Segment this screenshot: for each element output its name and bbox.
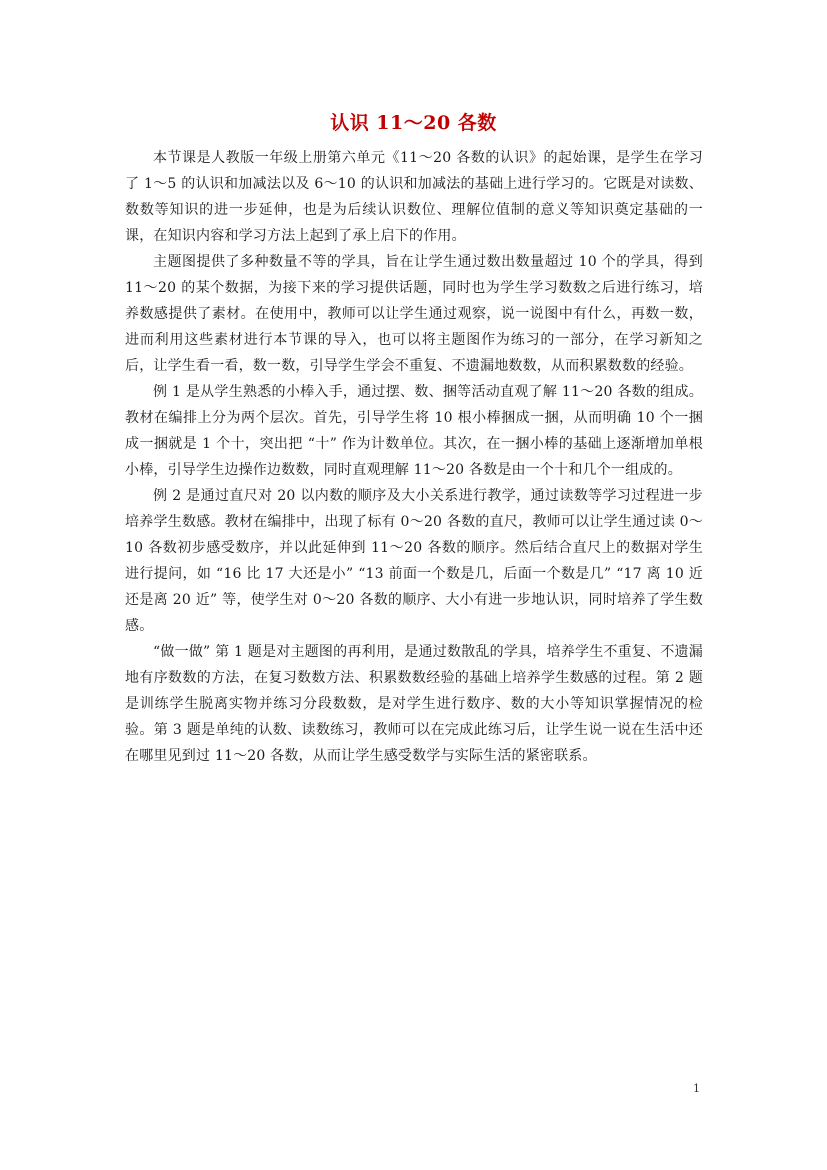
paragraph-5: “做一做” 第 1 题是对主题图的再利用，是通过数散乱的学具，培养学生不重复、不遗漏地有序数数的方法，在复习数数方法、积累数数经验的基础上培养学生数感的过程。第 2 题是训练学生脱离实物并练习分段数数，是对学生进行数序、数的大小等知识掌握情况的检验。第 3 题是单纯的认数、读数练习，教师可以在完成此练习后，让学生说一说在生活中还在哪里见到过 11～20 各数，从而让学生感受数学与实际生活的紧密联系。	[125, 644, 703, 764]
document-title: 认识 11～20 各数	[330, 112, 497, 134]
page-number: 1	[693, 1082, 700, 1095]
paragraph-1: 本节课是人教版一年级上册第六单元《11～20 各数的认识》的起始课，是学生在学习了 1～5 的认识和加减法以及 6～10 的认识和加减法的基础上进行学习的。它既是对读数、数数等知识的进一步延伸，也是为后续认识数位、理解位值制的意义等知识奠定基础的一课，在知识内容和学习方法上起到了承上启下的作用。	[125, 150, 703, 244]
paragraph-4: 例 2 是通过直尺对 20 以内数的顺序及大小关系进行教学，通过读数等学习过程进一步培养学生数感。教材在编排中，出现了标有 0～20 各数的直尺，教师可以让学生通过读 0～10 各数初步感受数序，并以此延伸到 11～20 各数的顺序。然后结合直尺上的数据对学生进行提问，如 “16 比 17 大还是小” “13 前面一个数是几，后面一个数是几” “17 离 10 近还是离 20 近” 等，使学生对 0～20 各数的顺序、大小有进一步地认识，同时培养了学生数感。	[125, 488, 703, 634]
document-body	[125, 145, 703, 769]
paragraph-3: 例 1 是从学生熟悉的小棒入手，通过摆、数、捆等活动直观了解 11～20 各数的组成。教材在编排上分为两个层次。首先，引导学生将 10 根小棒捆成一捆，从而明确 10 个一捆成一捆就是 1 个十，突出把 “十” 作为计数单位。其次，在一捆小棒的基础上逐渐增加单根小棒，引导学生边操作边数数，同时直观理解 11～20 各数是由一个十和几个一组成的。	[125, 384, 703, 478]
paragraph-2: 主题图提供了多种数量不等的学具，旨在让学生通过数出数量超过 10 个的学具，得到 11～20 的某个数据，为接下来的学习提供话题，同时也为学生学习数数之后进行练习，培养数感提供了素材。在使用中，教师可以让学生通过观察，说一说图中有什么，再数一数，进而利用这些素材进行本节课的导入，也可以将主题图作为练习的一部分，在学习新知之后，让学生看一看，数一数，引导学生学会不重复、不遗漏地数数，从而积累数数的经验。	[125, 254, 703, 374]
